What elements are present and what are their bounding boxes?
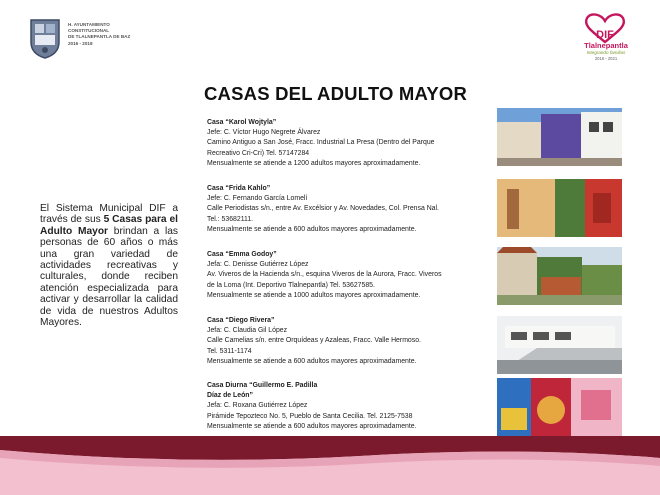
- casa-line: Mensualmente se atiende a 1000 adultos mayores aproximadamente.: [207, 291, 421, 299]
- casa-line: Jefe: C. Víctor Hugo Negrete Álvarez: [207, 129, 321, 137]
- gov-line-3: DE TLALNEPANTLA DE BAZ: [68, 34, 131, 40]
- casa-line: Mensualmente se atiende a 600 adultos mayores aproximadamente.: [207, 422, 417, 430]
- casa-line: Tel.: 53682111.: [207, 215, 254, 223]
- casa-line: Mensualmente se atiende a 1200 adultos mayores aproximadamente.: [207, 159, 421, 167]
- casa-line: Jefe: C. Fernando García Lomelí: [207, 195, 308, 203]
- casa-photo-emma-godoy: [497, 247, 622, 305]
- casa-photo-guillermo-padilla: [497, 378, 622, 436]
- casa-line: Recreativo Cri-Cri) Tel. 57147284: [207, 149, 310, 157]
- gov-line-4: 2016 - 2018: [68, 40, 93, 46]
- casa-line: Jefa: C. Claudia Gil López: [207, 327, 288, 335]
- intro-bold: 5 Casas para el Adulto Mayor: [40, 214, 178, 237]
- intro-after: brindan a las personas de 60 años o más una gran variedad de actividades recreativas y culturales, donde reciben atención especializada para activar y desarrollar la calidad de vida de nuestros Adultos Mayores.: [40, 225, 178, 329]
- casa-name: Casa “Karol Wojtyla”: [207, 119, 277, 126]
- intro-before: El Sistema Municipal DIF a través de sus: [40, 203, 178, 226]
- casa-photo-frida-kahlo: [497, 179, 622, 237]
- casa-line: Pirámide Tepozteco No. 5, Pueblo de Santa Cecilia. Tel. 2125-7538: [207, 412, 413, 420]
- page-title: CASAS DEL ADULTO MAYOR: [204, 83, 468, 104]
- dif-slogan: Integrando familias: [586, 50, 626, 55]
- dif-logo-text: DIF: [596, 29, 614, 41]
- municipal-crest-logo: [28, 16, 62, 60]
- casa-line: Calle Periodistas s/n., entre Av. Excélsior y Av. Novedades, Col. Prensa Nal.: [207, 205, 439, 213]
- casa-name: Casa “Frida Kahlo”: [207, 185, 271, 192]
- casa-entry: [207, 250, 487, 301]
- casa-entry: [207, 118, 487, 169]
- casa-line: de la Loma (Int. Deportivo Tlalnepantla) Tel. 53627585.: [207, 281, 375, 289]
- gov-line-2: CONSTITUCIONAL: [68, 28, 110, 34]
- casa-entry: [207, 184, 487, 235]
- casa-line: Av. Viveros de la Hacienda s/n., esquina Viveros de la Aurora, Fracc. Viveros: [207, 271, 442, 279]
- casa-entry: [207, 381, 487, 432]
- casa-photo-karol-wojtyla: [497, 108, 622, 166]
- casa-line: Camino Antiguo a San José, Fracc. Industrial La Presa (Dentro del Parque: [207, 139, 435, 147]
- casa-name: Casa “Emma Godoy”: [207, 251, 277, 258]
- casa-line: Tel. 5311-1174: [207, 347, 252, 355]
- dif-years: 2016 - 2021: [594, 56, 618, 61]
- casa-photo-diego-rivera: [497, 316, 622, 374]
- footer-wave-decoration: [0, 436, 660, 495]
- government-header-text: [68, 22, 130, 47]
- casa-entry: [207, 316, 487, 367]
- casa-line: Jefa: C. Denisse Gutiérrez López: [207, 261, 309, 269]
- casa-line: Mensualmente se atiende a 600 adultos mayores aproximadamente.: [207, 225, 417, 233]
- intro-paragraph: [40, 203, 178, 328]
- casa-name: Casa “Diego Rivera”: [207, 317, 275, 324]
- casa-name: Casa Diurna “Guillermo E. Padilla: [207, 382, 318, 389]
- gov-line-1: H. AYUNTAMIENTO: [68, 22, 110, 27]
- casa-line: Mensualmente se atiende a 600 adultos mayores aproximadamente.: [207, 357, 417, 365]
- casa-line: Jefa: C. Roxana Gutiérrez López: [207, 402, 308, 410]
- casa-name-continued: Díaz de León”: [207, 392, 253, 400]
- casa-line: Calle Camelias s/n. entre Orquídeas y Azaleas, Fracc. Valle Hermoso.: [207, 337, 421, 345]
- dif-city-name: Tlalnepantla: [584, 41, 628, 50]
